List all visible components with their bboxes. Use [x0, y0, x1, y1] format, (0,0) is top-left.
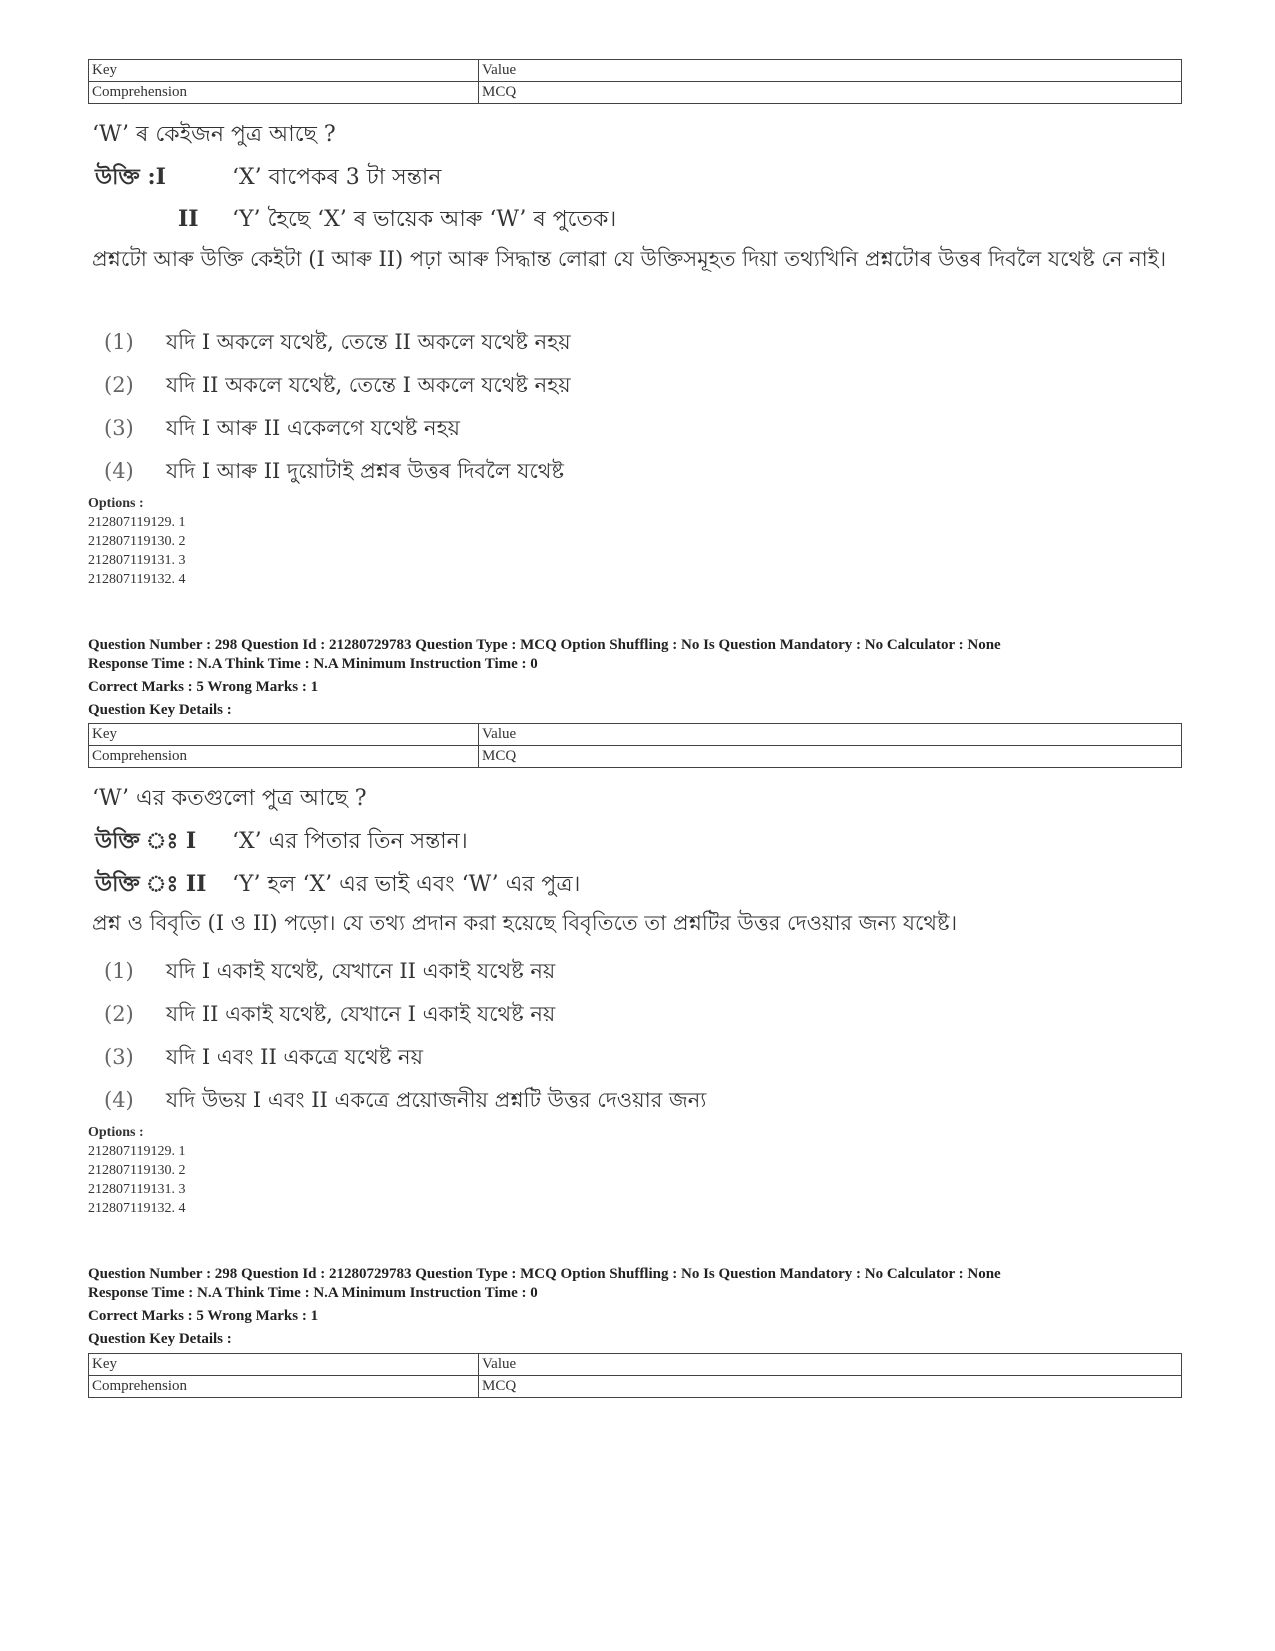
- question-text: ‘W’ এর কতগুলো পুত্র আছে ?: [92, 786, 367, 811]
- choice-number: (2): [104, 373, 134, 397]
- choice-item: [104, 1084, 706, 1119]
- table-cell-value: MCQ: [479, 746, 1182, 768]
- choice-text: যদি II একাই যথেষ্ট, যেখানে I একাই যথেষ্ট নয়: [166, 1002, 556, 1026]
- statement-1: [95, 160, 441, 197]
- choice-number: (4): [104, 459, 134, 483]
- table-row: [89, 82, 1182, 104]
- choice-text: যদি উভয় I এবং II একত্রে প্রয়োজনীয় প্রশ্নটি উত্তর দেওয়ার জন্য: [166, 1088, 707, 1112]
- options-label: Options :: [88, 1125, 144, 1140]
- meta-line: Question Number : 298 Question Id : 21280729783 Question Type : MCQ Option Shuffling : No Is Question Mandatory : No Calculator : None: [88, 1266, 1001, 1282]
- option-id: 212807119132. 4: [88, 1201, 186, 1216]
- choice-text: যদি I আৰু II একেলগে যথেষ্ট নহয়: [166, 416, 460, 440]
- table-cell-value: MCQ: [479, 1376, 1182, 1398]
- table-header-row: [89, 1354, 1182, 1376]
- table-header-row: [89, 724, 1182, 746]
- choice-item: [104, 326, 571, 361]
- question-key-table: [88, 59, 1182, 104]
- option-id: 212807119131. 3: [88, 553, 186, 568]
- table-cell-key: Comprehension: [89, 746, 479, 768]
- option-id: 212807119131. 3: [88, 1182, 186, 1197]
- statement-2: [178, 202, 616, 239]
- choice-number: (4): [104, 1088, 134, 1112]
- instruction-text: প্ৰশ্নটো আৰু উক্তি কেইটা (I আৰু II) পঢ়া আৰু সিদ্ধান্ত লোৱা যে উক্তিসমূহত দিয়া তথ্যখিনি প্ৰশ্নটোৰ উত্তৰ দিবলৈ যথেষ্ট নে নাই।: [92, 247, 1167, 271]
- choice-number: (2): [104, 1002, 134, 1026]
- choice-text: যদি I একাই যথেষ্ট, যেখানে II একাই যথেষ্ট নয়: [166, 959, 556, 983]
- statement-2-label: II: [178, 206, 199, 232]
- question-key-table: [88, 1353, 1182, 1398]
- table-header-value: Value: [479, 1354, 1182, 1376]
- option-id: 212807119130. 2: [88, 534, 186, 549]
- choice-number: (1): [104, 959, 134, 983]
- question-text: ‘W’ ৰ কেইজন পুত্ৰ আছে ?: [92, 122, 336, 147]
- options-list: [88, 1123, 185, 1218]
- question-meta: [88, 1265, 1188, 1349]
- choice-text: যদি I আৰু II দুয়োটাই প্ৰশ্নৰ উত্তৰ দিবলৈ যথেষ্ট: [166, 459, 564, 483]
- statement-1-text: ‘X’ বাপেকৰ 3 টা সন্তান: [232, 165, 442, 190]
- statement-2: [95, 867, 580, 904]
- table-header-row: [89, 60, 1182, 82]
- key-details-label: Question Key Details :: [88, 1331, 232, 1347]
- table-row: [89, 1376, 1182, 1398]
- choice-item: [104, 412, 460, 447]
- statement-1-label: উক্তি ঃ I: [95, 828, 197, 854]
- statement-2-text: ‘Y’ হৈছে ‘X’ ৰ ভায়েক আৰু ‘W’ ৰ পুতেক।: [232, 207, 617, 232]
- table-cell-key: Comprehension: [89, 82, 479, 104]
- table-header-key: Key: [89, 1354, 479, 1376]
- choice-item: [104, 1041, 423, 1076]
- options-list: [88, 494, 185, 589]
- marks-line: Correct Marks : 5 Wrong Marks : 1: [88, 679, 319, 695]
- question-meta: [88, 636, 1188, 720]
- choice-text: যদি I অকলে যথেষ্ট, তেন্তে II অকলে যথেষ্ট নহয়: [166, 330, 571, 354]
- choice-item: [104, 369, 571, 404]
- choice-number: (1): [104, 330, 134, 354]
- statement-1-text: ‘X’ এর পিতার তিন সন্তান।: [232, 829, 468, 854]
- choice-number: (3): [104, 1045, 134, 1069]
- meta-line: Response Time : N.A Think Time : N.A Minimum Instruction Time : 0: [88, 656, 538, 672]
- choice-item: [104, 955, 555, 990]
- table-header-value: Value: [479, 724, 1182, 746]
- statement-1-label: উক্তি :I: [95, 164, 166, 190]
- meta-line: Response Time : N.A Think Time : N.A Minimum Instruction Time : 0: [88, 1285, 538, 1301]
- instruction-text: প্রশ্ন ও বিবৃতি (I ও II) পড়ো। যে তথ্য প্রদান করা হয়েছে বিবৃতিতে তা প্রশ্নটির উত্তর দেওয়ার জন্য যথেষ্ট।: [92, 911, 958, 935]
- choice-item: [104, 455, 564, 490]
- choice-text: যদি II অকলে যথেষ্ট, তেন্তে I অকলে যথেষ্ট নহয়: [166, 373, 571, 397]
- table-cell-key: Comprehension: [89, 1376, 479, 1398]
- option-id: 212807119132. 4: [88, 572, 186, 587]
- table-header-key: Key: [89, 724, 479, 746]
- table-header-key: Key: [89, 60, 479, 82]
- statement-1: [95, 824, 468, 861]
- choice-number: (3): [104, 416, 134, 440]
- statement-2-text: ‘Y’ হল ‘X’ এর ভাই এবং ‘W’ এর পুত্র।: [232, 872, 581, 897]
- choice-item: [104, 998, 555, 1033]
- options-label: Options :: [88, 496, 144, 511]
- key-details-label: Question Key Details :: [88, 702, 232, 718]
- table-header-value: Value: [479, 60, 1182, 82]
- choice-text: যদি I এবং II একত্রে যথেষ্ট নয়: [166, 1045, 423, 1069]
- option-id: 212807119130. 2: [88, 1163, 186, 1178]
- meta-line: Question Number : 298 Question Id : 21280729783 Question Type : MCQ Option Shuffling : No Is Question Mandatory : No Calculator : None: [88, 637, 1001, 653]
- option-id: 212807119129. 1: [88, 1144, 186, 1159]
- statement-2-label: উক্তি ঃ II: [95, 871, 207, 897]
- question-key-table: [88, 723, 1182, 768]
- marks-line: Correct Marks : 5 Wrong Marks : 1: [88, 1308, 319, 1324]
- table-cell-value: MCQ: [479, 82, 1182, 104]
- option-id: 212807119129. 1: [88, 515, 186, 530]
- table-row: [89, 746, 1182, 768]
